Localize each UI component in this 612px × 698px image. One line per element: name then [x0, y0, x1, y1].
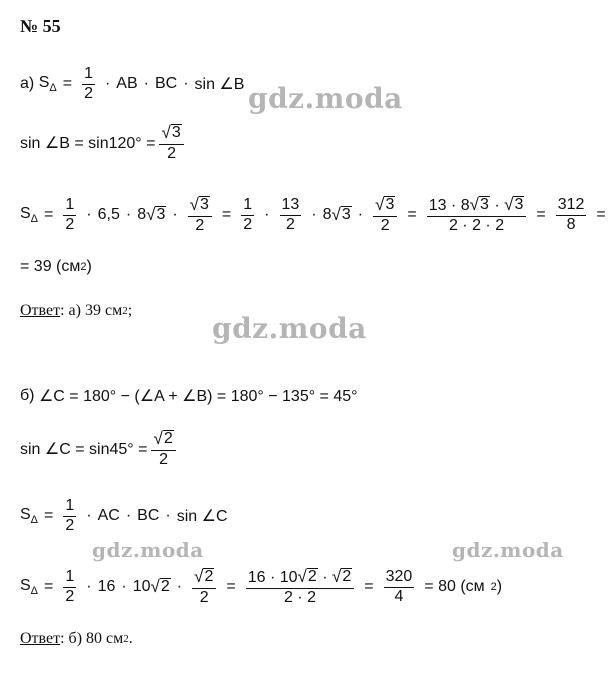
watermark: gdz.moda	[452, 538, 564, 562]
watermark: gdz.moda	[248, 82, 403, 115]
half-fraction: $\frac{1}{2}$	[84, 65, 93, 102]
part-b-calculation: $S_\Delta$ = $\frac{1}{2}$ · 16 · 10 √ 2 · √ 2 2 = 16 · 10 √ 2 · √ 2 2 · 2 = $\frac{320}{4}$ = 80 (см 2 )	[20, 567, 503, 606]
sin-c-line: sin ∠C = sin45° = √ 2 2	[20, 430, 180, 469]
part-b-angle: б) ∠C = 180° − (∠A + ∠B) = 180° − 135° = 45°	[20, 387, 358, 405]
part-label: а)	[20, 75, 35, 93]
sin-b-line: sin ∠B = sin120° = √ 3 2	[20, 124, 188, 163]
area-symbol: $S_\Delta$	[38, 74, 57, 95]
part-b-formula: $S_\Delta$ = $\frac{1}{2}$ · AC · BC · sin ∠C	[20, 497, 228, 534]
problem-number: № 55	[20, 16, 61, 36]
watermark: gdz.moda	[212, 312, 367, 345]
part-a-calculation: $S_\Delta$ = $\frac{1}{2}$ · 6,5 · 8 √ 3 · √ 3 2 = $\frac{1}{2}$ · $\frac{13}{2}$ · 8 √ 3 · √ 3 2 = 13 · 8 √ 3 · √ 3 2 · 2 · 2 = $\frac{312}{8}$ =	[20, 195, 606, 234]
watermark: gdz.moda	[92, 538, 204, 562]
part-a-formula: а) $S_\Delta$ = $\frac{1}{2}$ · AB · BC · sin ∠B	[20, 65, 245, 102]
part-b-answer: Ответ : б) 80 см 2 .	[20, 630, 133, 647]
part-a-result: = 39 (см 2 )	[20, 258, 92, 275]
part-a-answer: Ответ : а) 39 см 2 ;	[20, 302, 133, 319]
